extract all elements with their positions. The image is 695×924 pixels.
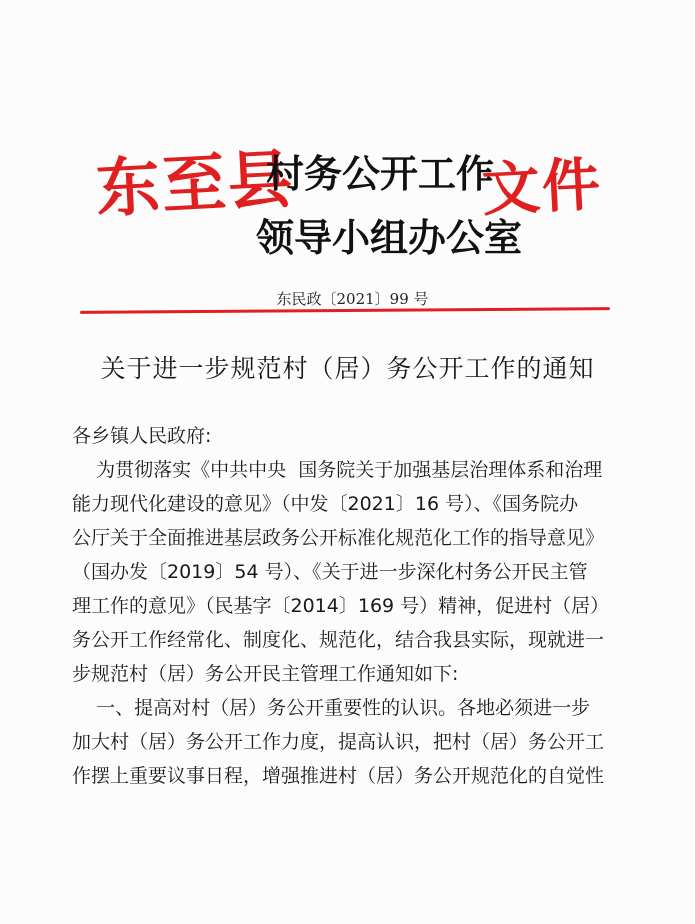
letterhead-county: 东至县: [94, 141, 296, 228]
salutation: 各乡镇人民政府:: [72, 425, 212, 447]
letterhead-document-word: 文件: [480, 149, 604, 225]
body-line: 步规范村（居）务公开民主管理工作通知如下:: [72, 663, 459, 685]
body-line: 理工作的意见》（民基字〔2014〕169 号）精神，促进村（居）: [72, 595, 610, 617]
letterhead-org-line2: 领导小组办公室: [256, 215, 523, 260]
body-line: 一、提高对村（居）务公开重要性的认识。各地必须进一步: [72, 697, 591, 719]
body-line: （国办发〔2019〕54 号）、《关于进一步深化村务公开民主管: [72, 561, 588, 583]
body-line: 务公开工作经常化、制度化、规范化，结合我县实际，现就进一: [72, 629, 605, 651]
body-line: 能力现代化建设的意见》（中发〔2021〕16 号）、《国务院办: [72, 493, 579, 515]
body-line: 公厅关于全面推进基层政务公开标准化规范化工作的指导意见》: [72, 527, 605, 549]
body-line: 为贯彻落实《中共中央 国务院关于加强基层治理体系和治理: [72, 459, 603, 481]
letterhead-org-line1: 村务公开工作: [266, 151, 495, 196]
document-number: 东民政〔2021〕99 号: [276, 290, 429, 308]
notice-body: [72, 419, 622, 793]
body-line: 作摆上重要议事日程，增强推进村（居）务公开规范化的自觉性: [72, 765, 605, 787]
notice-title: 关于进一步规范村（居）务公开工作的通知: [100, 354, 595, 383]
body-line: 加大村（居）务公开工作力度，提高认识，把村（居）务公开工: [72, 731, 605, 753]
